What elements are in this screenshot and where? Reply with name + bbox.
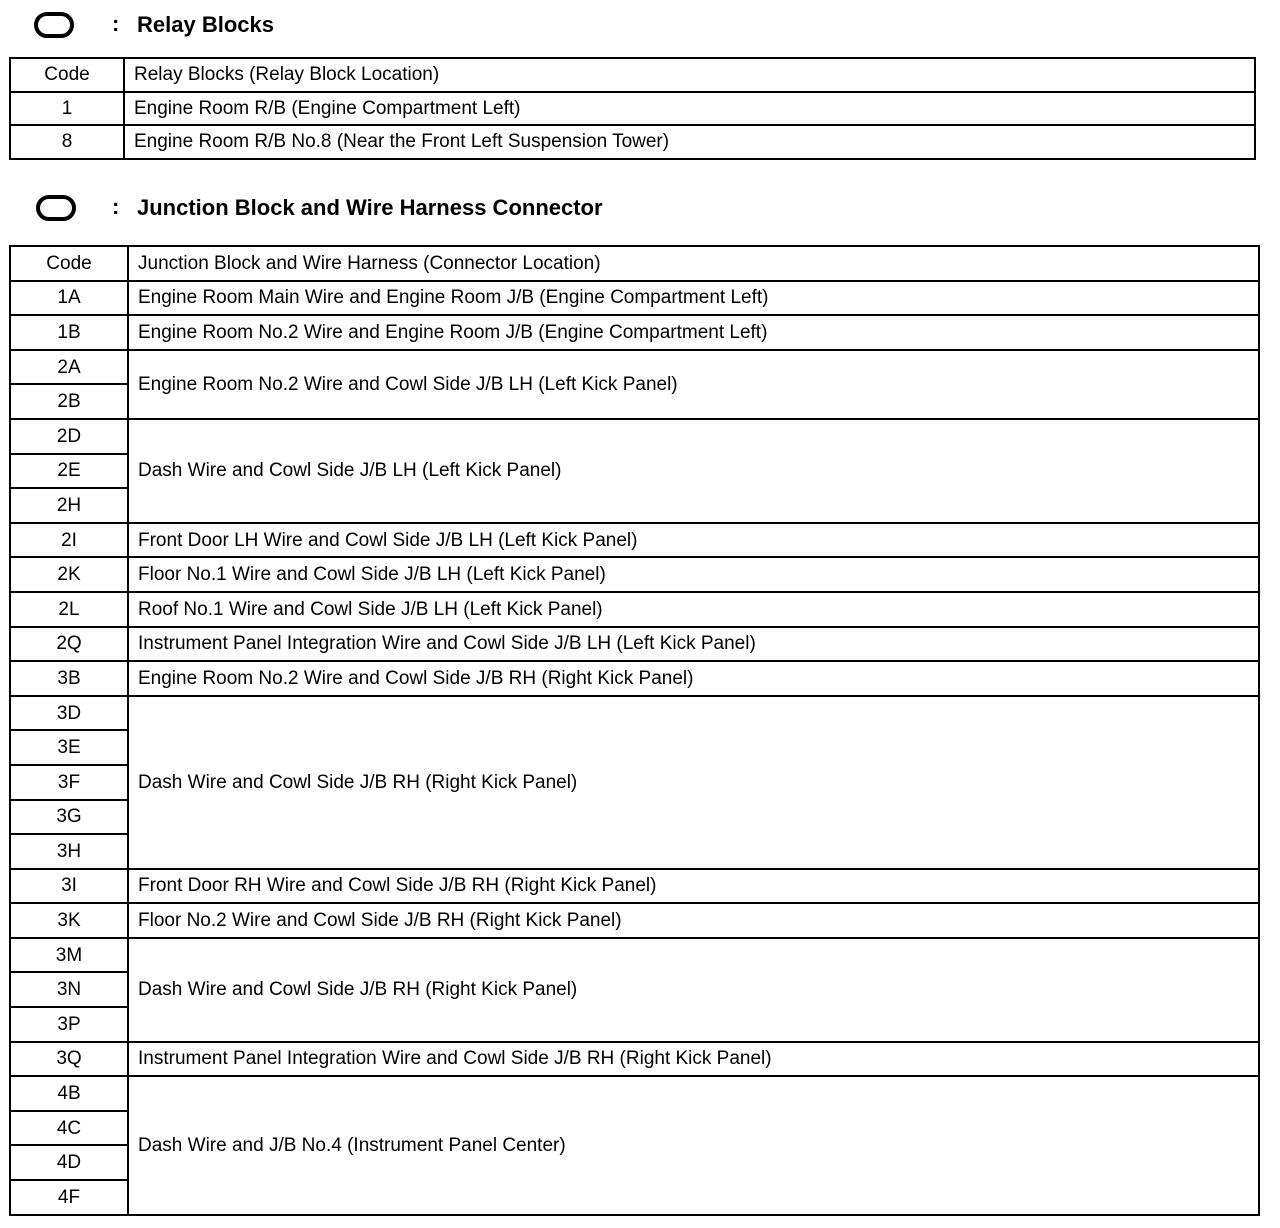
code-cell: 2B	[10, 384, 128, 419]
code-cell: 3P	[10, 1007, 128, 1042]
description-cell: Roof No.1 Wire and Cowl Side J/B LH (Left Kick Panel)	[128, 592, 1259, 627]
code-cell: 2L	[10, 592, 128, 627]
table-row	[10, 661, 1259, 696]
code-cell: 2K	[10, 557, 128, 592]
description-cell: Floor No.1 Wire and Cowl Side J/B LH (Left Kick Panel)	[128, 557, 1259, 592]
code-cell: 2E	[10, 454, 128, 489]
description-cell: Dash Wire and Cowl Side J/B LH (Left Kick Panel)	[128, 419, 1259, 523]
code-cell: 3E	[10, 730, 128, 765]
code-header: Code	[10, 246, 128, 281]
code-cell: 3I	[10, 869, 128, 904]
code-cell: 3F	[10, 765, 128, 800]
description-cell: Floor No.2 Wire and Cowl Side J/B RH (Right Kick Panel)	[128, 903, 1259, 938]
table-row	[10, 627, 1259, 662]
code-cell: 2A	[10, 350, 128, 385]
description-cell: Instrument Panel Integration Wire and Cowl Side J/B LH (Left Kick Panel)	[128, 627, 1259, 662]
table-row	[10, 938, 1259, 973]
table-header-row	[10, 246, 1259, 281]
code-cell: 3M	[10, 938, 128, 973]
code-cell: 1B	[10, 315, 128, 350]
code-cell: 1A	[10, 281, 128, 316]
table-row	[10, 1042, 1259, 1077]
table-row	[10, 523, 1259, 558]
rounded-rectangle-icon	[34, 12, 74, 38]
table-row	[10, 350, 1259, 385]
code-cell: 8	[10, 125, 124, 159]
code-cell: 4B	[10, 1076, 128, 1111]
description-cell: Dash Wire and Cowl Side J/B RH (Right Kick Panel)	[128, 696, 1259, 869]
code-cell: 3B	[10, 661, 128, 696]
rounded-rectangle-icon	[36, 195, 76, 221]
description-cell: Dash Wire and Cowl Side J/B RH (Right Kick Panel)	[128, 938, 1259, 1042]
table-header-row	[10, 58, 1255, 92]
table-row	[10, 557, 1259, 592]
table-row	[10, 315, 1259, 350]
relay-section-title: Relay Blocks	[137, 12, 274, 37]
table-row	[10, 419, 1259, 454]
description-cell: Engine Room No.2 Wire and Cowl Side J/B LH (Left Kick Panel)	[128, 350, 1259, 419]
description-cell: Engine Room R/B (Engine Compartment Left)	[124, 92, 1255, 126]
table-row	[10, 92, 1255, 126]
code-cell: 3H	[10, 834, 128, 869]
code-cell: 4F	[10, 1180, 128, 1215]
description-cell: Instrument Panel Integration Wire and Cowl Side J/B RH (Right Kick Panel)	[128, 1042, 1259, 1077]
table-row	[10, 592, 1259, 627]
code-cell: 4C	[10, 1111, 128, 1146]
table-row	[10, 125, 1255, 159]
description-cell: Engine Room R/B No.8 (Near the Front Left Suspension Tower)	[124, 125, 1255, 159]
code-cell: 2Q	[10, 627, 128, 662]
table-row	[10, 869, 1259, 904]
description-cell: Front Door LH Wire and Cowl Side J/B LH (Left Kick Panel)	[128, 523, 1259, 558]
junction-section-title: Junction Block and Wire Harness Connector	[137, 195, 603, 220]
junction-colon: :	[112, 194, 120, 219]
code-cell: 3K	[10, 903, 128, 938]
code-cell: 2I	[10, 523, 128, 558]
description-cell: Front Door RH Wire and Cowl Side J/B RH (Right Kick Panel)	[128, 869, 1259, 904]
code-cell: 1	[10, 92, 124, 126]
description-cell: Engine Room No.2 Wire and Cowl Side J/B RH (Right Kick Panel)	[128, 661, 1259, 696]
code-cell: 3N	[10, 972, 128, 1007]
description-header: Relay Blocks (Relay Block Location)	[124, 58, 1255, 92]
table-row	[10, 696, 1259, 731]
code-cell: 3Q	[10, 1042, 128, 1077]
code-header: Code	[10, 58, 124, 92]
table-row	[10, 1076, 1259, 1111]
description-cell: Engine Room Main Wire and Engine Room J/B (Engine Compartment Left)	[128, 281, 1259, 316]
junction-block-table	[9, 245, 1260, 1216]
relay-colon: :	[112, 11, 120, 36]
code-cell: 3D	[10, 696, 128, 731]
code-cell: 2D	[10, 419, 128, 454]
relay-blocks-table	[9, 57, 1256, 160]
table-row	[10, 281, 1259, 316]
code-cell: 2H	[10, 488, 128, 523]
table-row	[10, 903, 1259, 938]
description-cell: Engine Room No.2 Wire and Engine Room J/B (Engine Compartment Left)	[128, 315, 1259, 350]
description-header: Junction Block and Wire Harness (Connector Location)	[128, 246, 1259, 281]
description-cell: Dash Wire and J/B No.4 (Instrument Panel Center)	[128, 1076, 1259, 1214]
code-cell: 4D	[10, 1145, 128, 1180]
code-cell: 3G	[10, 800, 128, 835]
